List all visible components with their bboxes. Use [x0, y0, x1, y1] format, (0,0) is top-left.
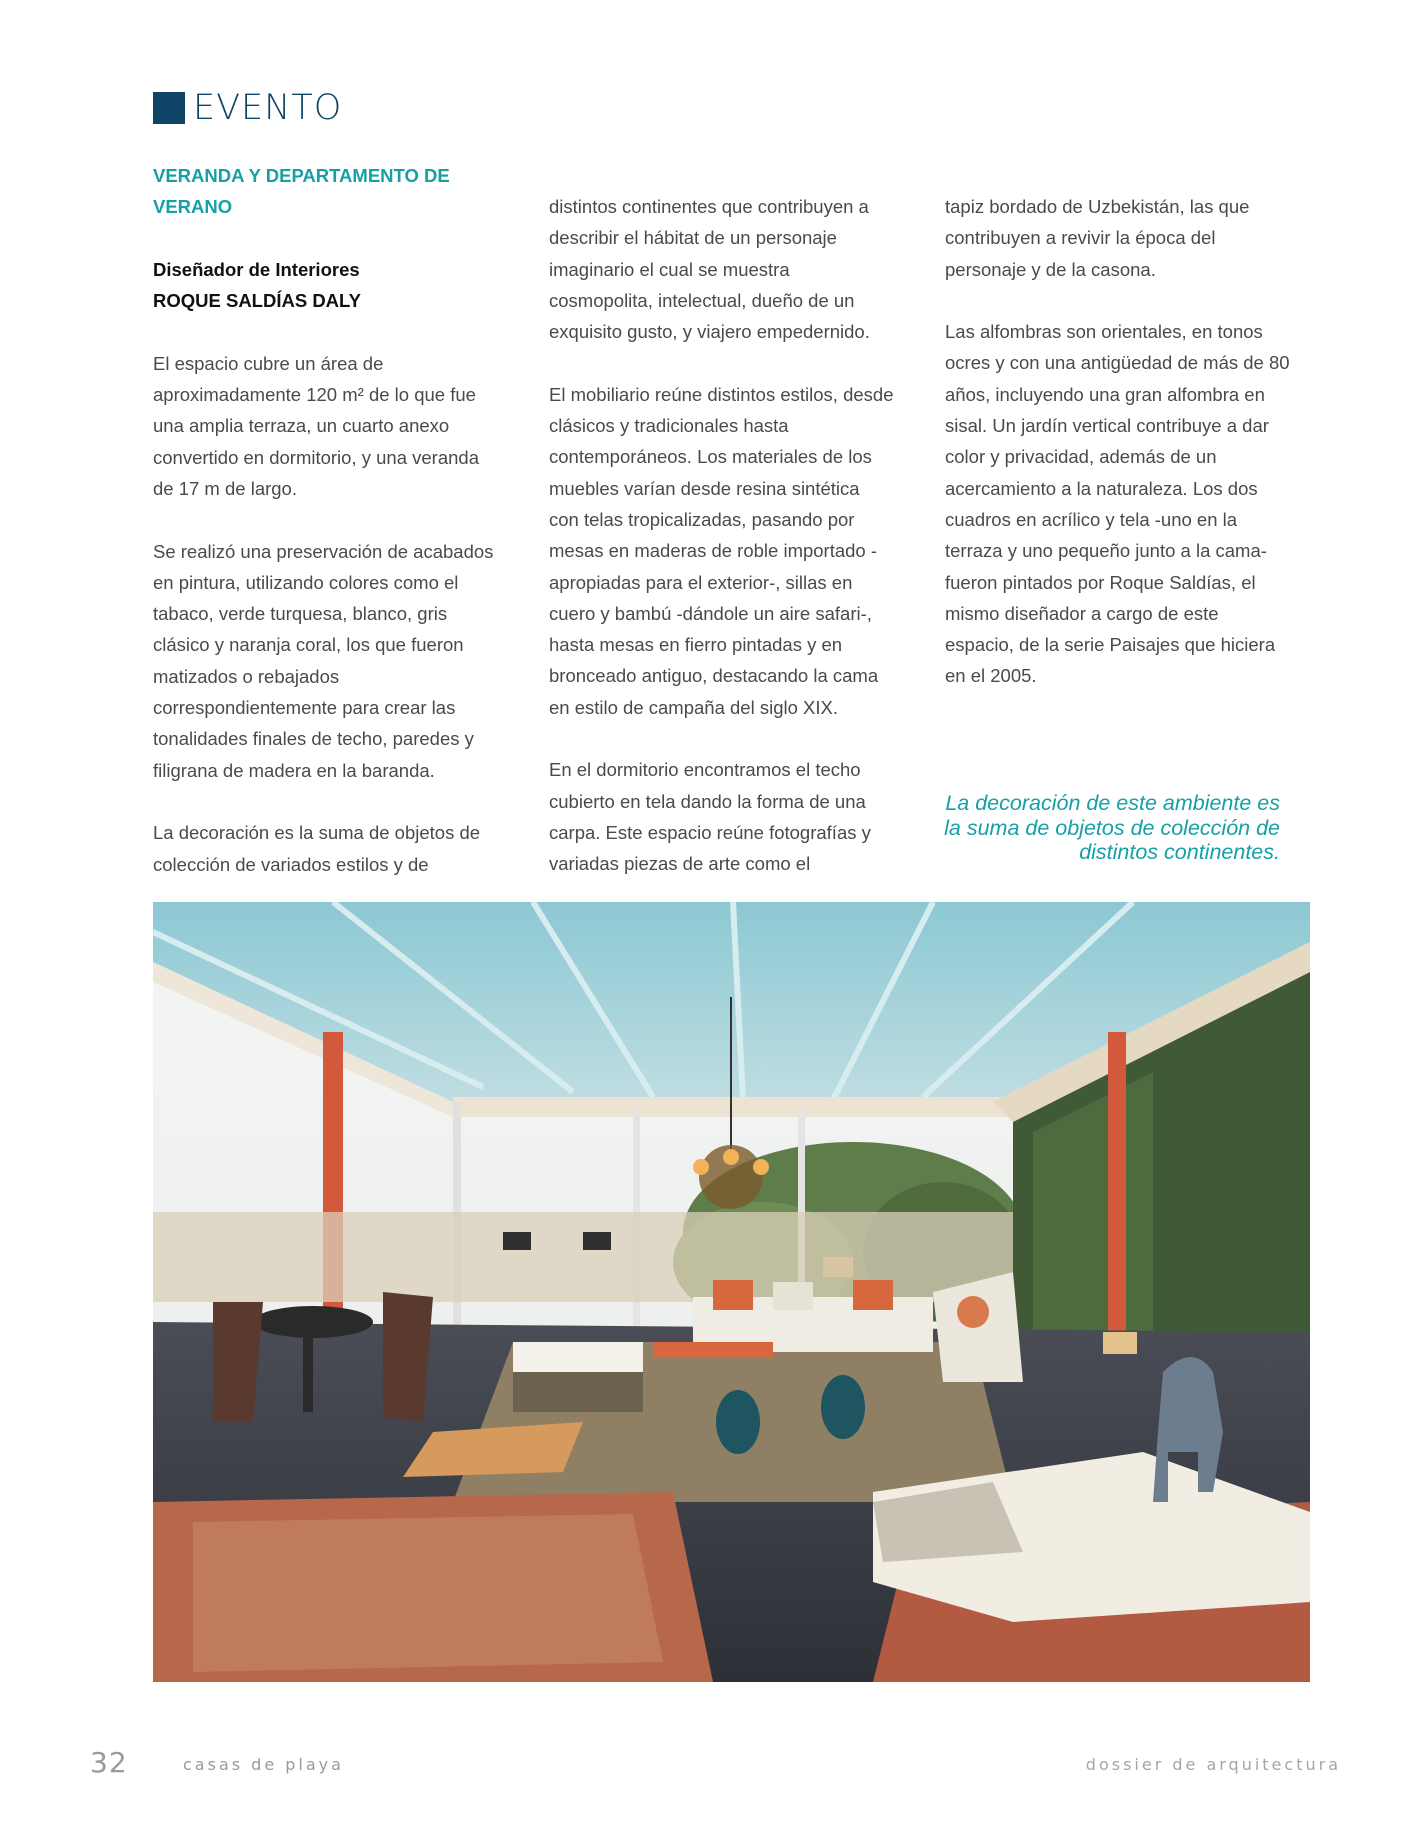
- magazine-brand: casas de playa: [183, 1755, 344, 1774]
- paragraph: Se realizó una preservación de acabados en pintura, utilizando colores como el tabaco, verde turquesa, blanco, gris clásico y naranja coral, los que fueron matizados o rebajados correspondientemente para crear las tonalidades finales de techo, paredes y filigrana de madera en la baranda.: [153, 540, 494, 781]
- article-column-2: [549, 191, 894, 911]
- article-heading: [153, 160, 498, 223]
- article-heading-line-1: VERANDA Y DEPARTAMENTO DE: [153, 165, 450, 186]
- section-header: [153, 88, 342, 128]
- article-heading-line-2: VERANO: [153, 196, 233, 218]
- section-square-icon: [153, 92, 185, 124]
- paragraph: tapiz bordado de Uzbekistán, las que contribuyen a revivir la época del personaje y de la casona.: [945, 196, 1250, 280]
- paragraph: El espacio cubre un área de aproximadamente 120 m² de lo que fue una amplia terraza, un cuarto anexo convertido en dormitorio, y una veranda de 17 m de largo.: [153, 352, 479, 499]
- paragraph: distintos continentes que contribuyen a describir el hábitat de un personaje imaginario el cual se muestra cosmopolita, intelectual, dueño de un exquisito gusto, y viajero empedernido.: [549, 196, 870, 343]
- section-title: EVENTO: [193, 88, 343, 128]
- article-column-1: [153, 160, 498, 911]
- designer-name: ROQUE SALDÍAS DALY: [153, 290, 361, 312]
- page-number: 32: [90, 1746, 128, 1779]
- veranda-photo-illustration: [153, 902, 1310, 1682]
- footer-section-label: dossier de arquitectura: [1085, 1755, 1341, 1774]
- paragraph: Las alfombras son orientales, en tonos ocres y con una antigüedad de más de 80 años, incluyendo una gran alfombra en sisal. Un jardín vertical contribuye a dar color y privacidad, además de un acercamiento a la naturaleza. Los dos cuadros en acrílico y tela -uno en la terraza y uno pequeño junto a la cama- fueron pintados por Roque Saldías, el mismo diseñador a cargo de este espacio, de la serie Paisajes que hiciera en el 2005.: [945, 321, 1290, 687]
- pull-quote: La decoración de este ambiente es la suma de objetos de colección de distintos continentes.: [944, 791, 1280, 864]
- designer-role: Diseñador de Interiores: [153, 258, 360, 280]
- veranda-photo: [153, 902, 1310, 1682]
- paragraph: En el dormitorio encontramos el techo cubierto en tela dando la forma de una carpa. Este espacio reúne fotografías y variadas piezas de arte como el: [549, 759, 871, 875]
- designer-credit: [153, 254, 498, 317]
- article-column-3: [945, 191, 1290, 723]
- paragraph: El mobiliario reúne distintos estilos, desde clásicos y tradicionales hasta contemporáneos. Los materiales de los muebles varían desde resina sintética con telas tropicalizadas, pasando por mesas en maderas de roble importado -apropiadas para el exterior-, sillas en cuero y bambú -dándole un aire safari-, hasta mesas en fierro pintadas y en bronceado antiguo, destacando la cama en estilo de campaña del siglo XIX.: [549, 383, 894, 718]
- paragraph: La decoración es la suma de objetos de colección de variados estilos y de: [153, 822, 481, 875]
